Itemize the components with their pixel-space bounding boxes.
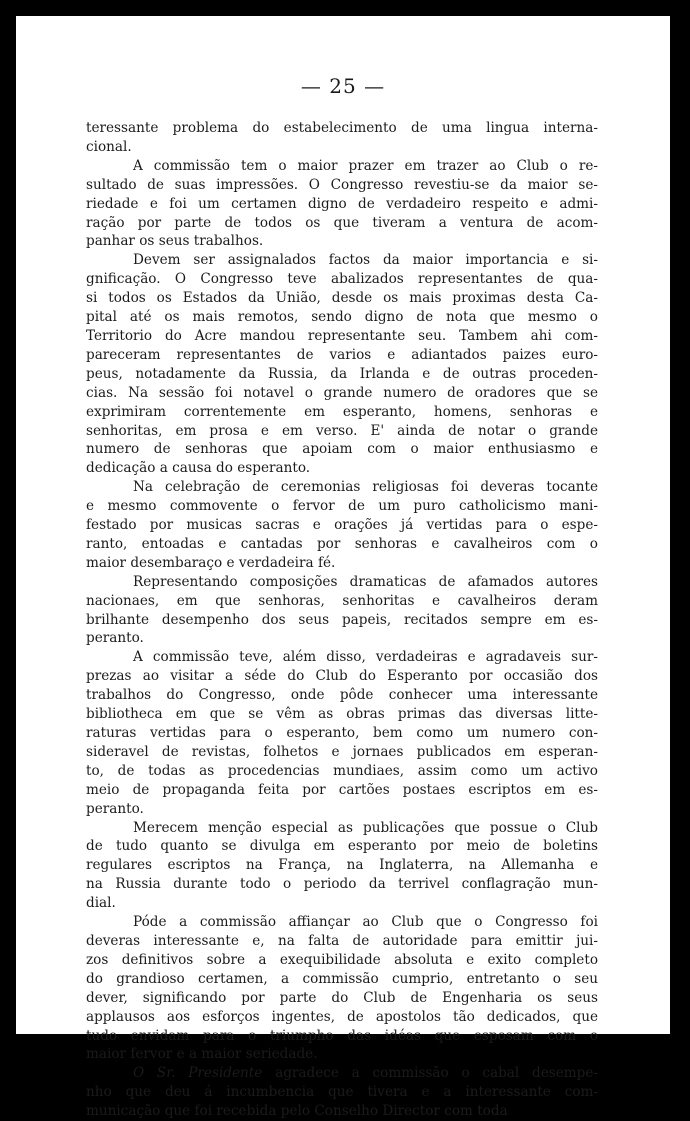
- text-line: meio de propaganda feita por cartões postaes escriptos em es-: [86, 781, 598, 798]
- text-line: festado por musicas sacras e orações já vertidas para o espe-: [86, 517, 598, 534]
- text-line: dial.: [86, 895, 116, 912]
- text-line: A commissão teve, além disso, verdadeiras e agradaveis sur-: [133, 649, 598, 666]
- text-line: brilhante desempenho dos seus papeis, recitados sempre em es-: [86, 611, 598, 628]
- paragraph: [86, 913, 598, 1064]
- text-line: ração por parte de todos os que tiveram a ventura de acom-: [86, 214, 598, 231]
- paragraph: [86, 157, 598, 252]
- text-line: tudo envidam para o triumpho das idéas que esposam com o: [86, 1027, 598, 1044]
- text-line: Póde a commissão affiançar ao Club que o Congresso foi: [133, 914, 598, 931]
- text-line: cional.: [86, 138, 132, 155]
- text-line: to, de todas as procedencias mundiaes, assim como um activo: [86, 762, 598, 779]
- text-line: na Russia durante todo o periodo da terrivel conflagração mun-: [86, 876, 598, 893]
- text-line: trabalhos do Congresso, onde pôde conhecer uma interessante: [86, 687, 598, 704]
- text-line: nho que deu á incumbencia que tivera e a interessante com-: [86, 1084, 598, 1101]
- paragraph: [86, 119, 598, 157]
- text-line: peus, notadamente da Russia, da Irlanda e de outras proceden-: [86, 365, 598, 382]
- text-line: prezas ao visitar a séde do Club do Esperanto por occasião dos: [86, 668, 598, 685]
- text-line: nacionaes, em que senhoras, senhoritas e cavalheiros deram: [86, 592, 598, 609]
- text-line: maior desembaraço e verdadeira fé.: [86, 554, 336, 571]
- text-line: de tudo quanto se divulga em esperanto por meio de boletins: [86, 838, 598, 855]
- text-line: deveras interessante e, na falta de autoridade para emittir jui-: [86, 932, 598, 949]
- text-line: peranto.: [86, 800, 144, 817]
- paragraph: [86, 478, 598, 573]
- document-page: [16, 16, 670, 1120]
- text-line: ranto, entoadas e cantadas por senhoras e cavalheiros com o: [86, 535, 598, 552]
- text-line: numero de senhoras que apoiam com o maior enthusiasmo e: [86, 441, 598, 458]
- text-line: panhar os seus trabalhos.: [86, 233, 264, 250]
- text-line: pareceram representantes de varios e adiantados paizes euro-: [86, 346, 598, 363]
- text-line: peranto.: [86, 630, 144, 647]
- text-line: Territorio do Acre mandou representante seu. Tambem ahi com-: [86, 327, 598, 344]
- text-line: bibliotheca em que se vêm as obras primas das diversas litte-: [86, 706, 598, 723]
- text-line: sideravel de revistas, folhetos e jornaes publicados em esperan-: [86, 743, 598, 760]
- text-line: senhoritas, em prosa e em verso. E' ainda de notar o grande: [86, 422, 598, 439]
- paragraph: [86, 573, 598, 649]
- body-text: [86, 119, 598, 1121]
- text-line: regulares escriptos na França, na Inglaterra, na Allemanha e: [86, 857, 598, 874]
- text-line: A commissão tem o maior prazer em trazer ao Club o re-: [133, 157, 598, 174]
- text-line: maior fervor e a maior seriedade.: [86, 1046, 318, 1063]
- text-line: Devem ser assignalados factos da maior importancia e si-: [133, 252, 598, 269]
- paragraph: [86, 819, 598, 914]
- text-line: raturas vertidas para o esperanto, bem como um numero con-: [86, 725, 598, 741]
- text-line: sultado de suas impressões. O Congresso revestiu-se da maior se-: [86, 176, 598, 193]
- text-line: do grandioso certamen, a commissão cumprio, entretanto o seu: [86, 970, 598, 987]
- text-line: dever, significando por parte do Club de Engenharia os seus: [86, 989, 598, 1006]
- text-line: applausos aos esforços ingentes, de apostolos tão dedicados, que: [86, 1008, 598, 1025]
- paragraph: [86, 251, 598, 478]
- text-line: teressante problema do estabelecimento de uma lingua interna-: [86, 120, 598, 136]
- text-line: riedade e foi um certamen digno de verdadeiro respeito e admi-: [86, 195, 598, 212]
- text-line: pital até os mais remotos, sendo digno de nota que mesmo o: [86, 309, 598, 326]
- text-line: gnificação. O Congresso teve abalizados representantes de qua-: [86, 271, 598, 288]
- text-line: cias. Na sessão foi notavel o grande numero de oradores que se: [86, 384, 598, 401]
- paragraph: [86, 1064, 598, 1121]
- text-line: zos definitivos sobre a exequibilidade absoluta e exito completo: [86, 951, 598, 968]
- text-line: exprimiram correntemente em esperanto, homens, senhoras e: [86, 403, 598, 420]
- text-line: municação que foi recebida pelo Conselho Director com toda: [86, 1103, 508, 1120]
- text-line: Na celebração de ceremonias religiosas foi deveras tocante: [133, 479, 598, 496]
- text-line: si todos os Estados da União, desde os mais proximas desta Ca-: [86, 290, 598, 307]
- paragraph: [86, 648, 598, 818]
- text-line: Merecem menção especial as publicações que possue o Club: [133, 819, 598, 836]
- speaker-name: O Sr. Presidente: [133, 1065, 263, 1082]
- text-line: e mesmo commovente o fervor de um puro catholicismo mani-: [86, 498, 598, 515]
- text-line: dedicação a causa do esperanto.: [86, 460, 311, 477]
- text-line: O Sr. Presidente agradece a commissão o cabal desempe-: [133, 1065, 599, 1082]
- page-number: — 25 —: [300, 74, 386, 98]
- text-line: Representando composições dramaticas de afamados autores: [133, 573, 598, 590]
